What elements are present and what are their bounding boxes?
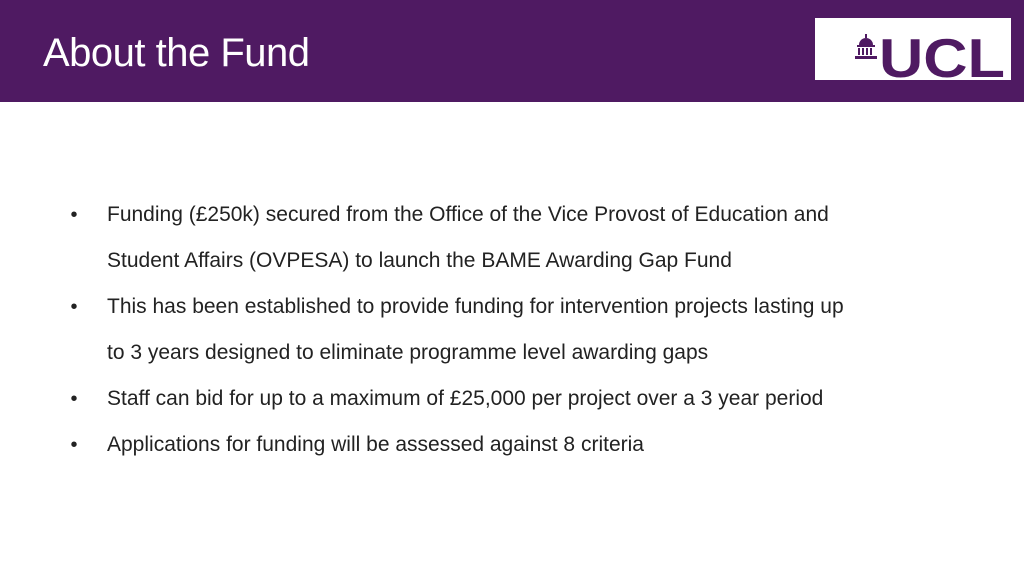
bullet-item (0, 192, 1024, 238)
bullet-text: Applications for funding will be assessed against 8 criteria (107, 433, 644, 456)
bullet-text: Staff can bid for up to a maximum of £25,000 per project over a 3 year period (107, 387, 824, 410)
bullet-marker: • (70, 204, 78, 226)
bullet-text: This has been established to provide funding for intervention projects lasting up (107, 295, 844, 318)
bullet-text: to 3 years designed to eliminate programme level awarding gaps (107, 341, 709, 364)
ucl-logo (815, 18, 1011, 80)
bullet-item (0, 238, 1024, 284)
bullet-text: Funding (£250k) secured from the Office of the Vice Provost of Education and (107, 203, 829, 226)
bullet-text: Student Affairs (OVPESA) to launch the BAME Awarding Gap Fund (107, 249, 732, 272)
bullet-marker: • (70, 296, 78, 318)
slide-title: About the Fund (43, 31, 310, 75)
portico-dome-icon (855, 34, 877, 59)
title-bar (0, 0, 1024, 102)
bullet-item (0, 376, 1024, 422)
bullet-list (0, 192, 1024, 468)
bullet-item (0, 284, 1024, 330)
ucl-logo-graphic (815, 18, 1011, 80)
bullet-item (0, 422, 1024, 468)
bullet-item (0, 330, 1024, 376)
logo-wordmark: UCL (879, 27, 1005, 80)
bullet-marker: • (70, 388, 78, 410)
bullet-marker: • (70, 434, 78, 456)
